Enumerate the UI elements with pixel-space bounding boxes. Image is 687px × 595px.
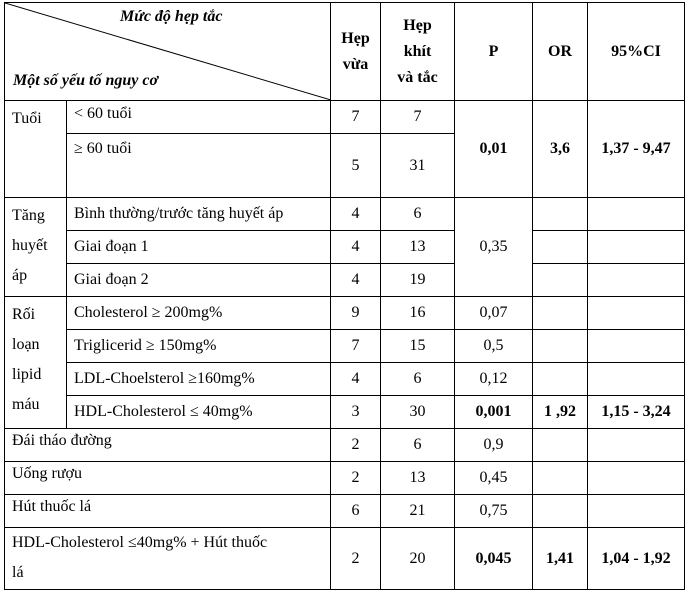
- cell-hep-vua: 2: [331, 429, 381, 462]
- cell-hep-vua: 2: [331, 528, 381, 590]
- table-row: [5, 462, 685, 495]
- cell-hep-khit: 15: [381, 330, 455, 363]
- cell-hep-khit: 19: [381, 264, 455, 297]
- cell-or: [533, 429, 588, 462]
- cell-ci: [588, 495, 685, 528]
- row-label: Bình thường/trước tăng huyết áp: [67, 198, 331, 231]
- cell-hep-vua: 7: [331, 330, 381, 363]
- cell-or: [533, 462, 588, 495]
- corner-header-bottom: Một số yếu tố nguy cơ: [13, 72, 159, 89]
- corner-header-cell: [5, 3, 331, 101]
- table-row: [5, 396, 685, 429]
- cell-hep-vua: 7: [331, 101, 381, 134]
- table-row: [5, 429, 685, 462]
- table-row: [5, 297, 685, 330]
- cell-hep-vua: 5: [331, 134, 381, 198]
- table-row: [5, 330, 685, 363]
- cell-hep-vua: 2: [331, 462, 381, 495]
- cell-hep-khit: 6: [381, 198, 455, 231]
- table-row: [5, 495, 685, 528]
- cell-ci: [588, 330, 685, 363]
- cell-ci: [588, 363, 685, 396]
- table-row: [5, 363, 685, 396]
- col-header-ci: 95%CI: [588, 3, 685, 101]
- row-label: Đái tháo đường: [5, 429, 331, 462]
- cell-or: 1 ,92: [533, 396, 588, 429]
- cell-hep-vua: 4: [331, 198, 381, 231]
- cell-hep-khit: 6: [381, 363, 455, 396]
- cell-ci: [588, 198, 685, 231]
- row-label: HDL-Cholesterol ≤40mg% + Hút thuốc lá: [5, 528, 331, 590]
- row-label: Cholesterol ≥ 200mg%: [67, 297, 331, 330]
- col-header-or: OR: [533, 3, 588, 101]
- cell-p: 0,35: [455, 198, 533, 297]
- cell-p: 0,75: [455, 495, 533, 528]
- cell-hep-vua: 9: [331, 297, 381, 330]
- cell-hep-vua: 6: [331, 495, 381, 528]
- row-label: < 60 tuổi: [67, 101, 331, 134]
- col-header-hep-khit: Hẹp khít và tắc: [381, 3, 455, 101]
- cell-or: [533, 363, 588, 396]
- group-label-roi-loan-lipid: Rối loạn lipid máu: [5, 297, 67, 429]
- cell-or: [533, 264, 588, 297]
- group-label-tuoi: Tuổi: [5, 101, 67, 198]
- cell-hep-khit: 30: [381, 396, 455, 429]
- cell-hep-khit: 16: [381, 297, 455, 330]
- cell-hep-vua: 4: [331, 264, 381, 297]
- cell-or: [533, 198, 588, 231]
- row-label: Giai đoạn 1: [67, 231, 331, 264]
- row-label: ≥ 60 tuổi: [67, 134, 331, 198]
- cell-p: 0,12: [455, 363, 533, 396]
- table-row: [5, 264, 685, 297]
- cell-hep-khit: 31: [381, 134, 455, 198]
- cell-ci: 1,37 - 9,47: [588, 101, 685, 198]
- cell-ci: [588, 264, 685, 297]
- cell-p: 0,9: [455, 429, 533, 462]
- cell-p: 0,45: [455, 462, 533, 495]
- row-label: Giai đoạn 2: [67, 264, 331, 297]
- cell-ci: 1,15 - 3,24: [588, 396, 685, 429]
- cell-or: 3,6: [533, 101, 588, 198]
- table-row: [5, 231, 685, 264]
- cell-p: 0,07: [455, 297, 533, 330]
- row-label: HDL-Cholesterol ≤ 40mg%: [67, 396, 331, 429]
- group-label-tang-huyet-ap: Tăng huyết áp: [5, 198, 67, 297]
- cell-or: [533, 297, 588, 330]
- cell-p: 0,01: [455, 101, 533, 198]
- cell-or: 1,41: [533, 528, 588, 590]
- cell-ci: [588, 462, 685, 495]
- cell-or: [533, 330, 588, 363]
- cell-or: [533, 495, 588, 528]
- table-row: [5, 198, 685, 231]
- cell-hep-khit: 13: [381, 462, 455, 495]
- risk-factor-table: [4, 2, 685, 590]
- table-row: [5, 528, 685, 590]
- col-header-hep-vua: Hẹp vừa: [331, 3, 381, 101]
- row-label: Uống rượu: [5, 462, 331, 495]
- cell-ci: [588, 429, 685, 462]
- cell-hep-vua: 4: [331, 231, 381, 264]
- col-header-p: P: [455, 3, 533, 101]
- cell-p: 0,5: [455, 330, 533, 363]
- cell-hep-khit: 6: [381, 429, 455, 462]
- cell-p: 0,045: [455, 528, 533, 590]
- table-row: [5, 101, 685, 134]
- cell-hep-khit: 7: [381, 101, 455, 134]
- cell-ci: [588, 231, 685, 264]
- cell-hep-vua: 3: [331, 396, 381, 429]
- cell-hep-khit: 20: [381, 528, 455, 590]
- row-label: LDL-Choelsterol ≥160mg%: [67, 363, 331, 396]
- row-label: Hút thuốc lá: [5, 495, 331, 528]
- cell-hep-khit: 21: [381, 495, 455, 528]
- row-label: Triglicerid ≥ 150mg%: [67, 330, 331, 363]
- cell-or: [533, 231, 588, 264]
- header-row: [5, 3, 685, 101]
- cell-p: 0,001: [455, 396, 533, 429]
- cell-hep-khit: 13: [381, 231, 455, 264]
- cell-hep-vua: 4: [331, 363, 381, 396]
- cell-ci: [588, 297, 685, 330]
- cell-ci: 1,04 - 1,92: [588, 528, 685, 590]
- corner-header-top: Mức độ hẹp tắc: [120, 8, 223, 25]
- risk-factor-table-container: [4, 2, 685, 590]
